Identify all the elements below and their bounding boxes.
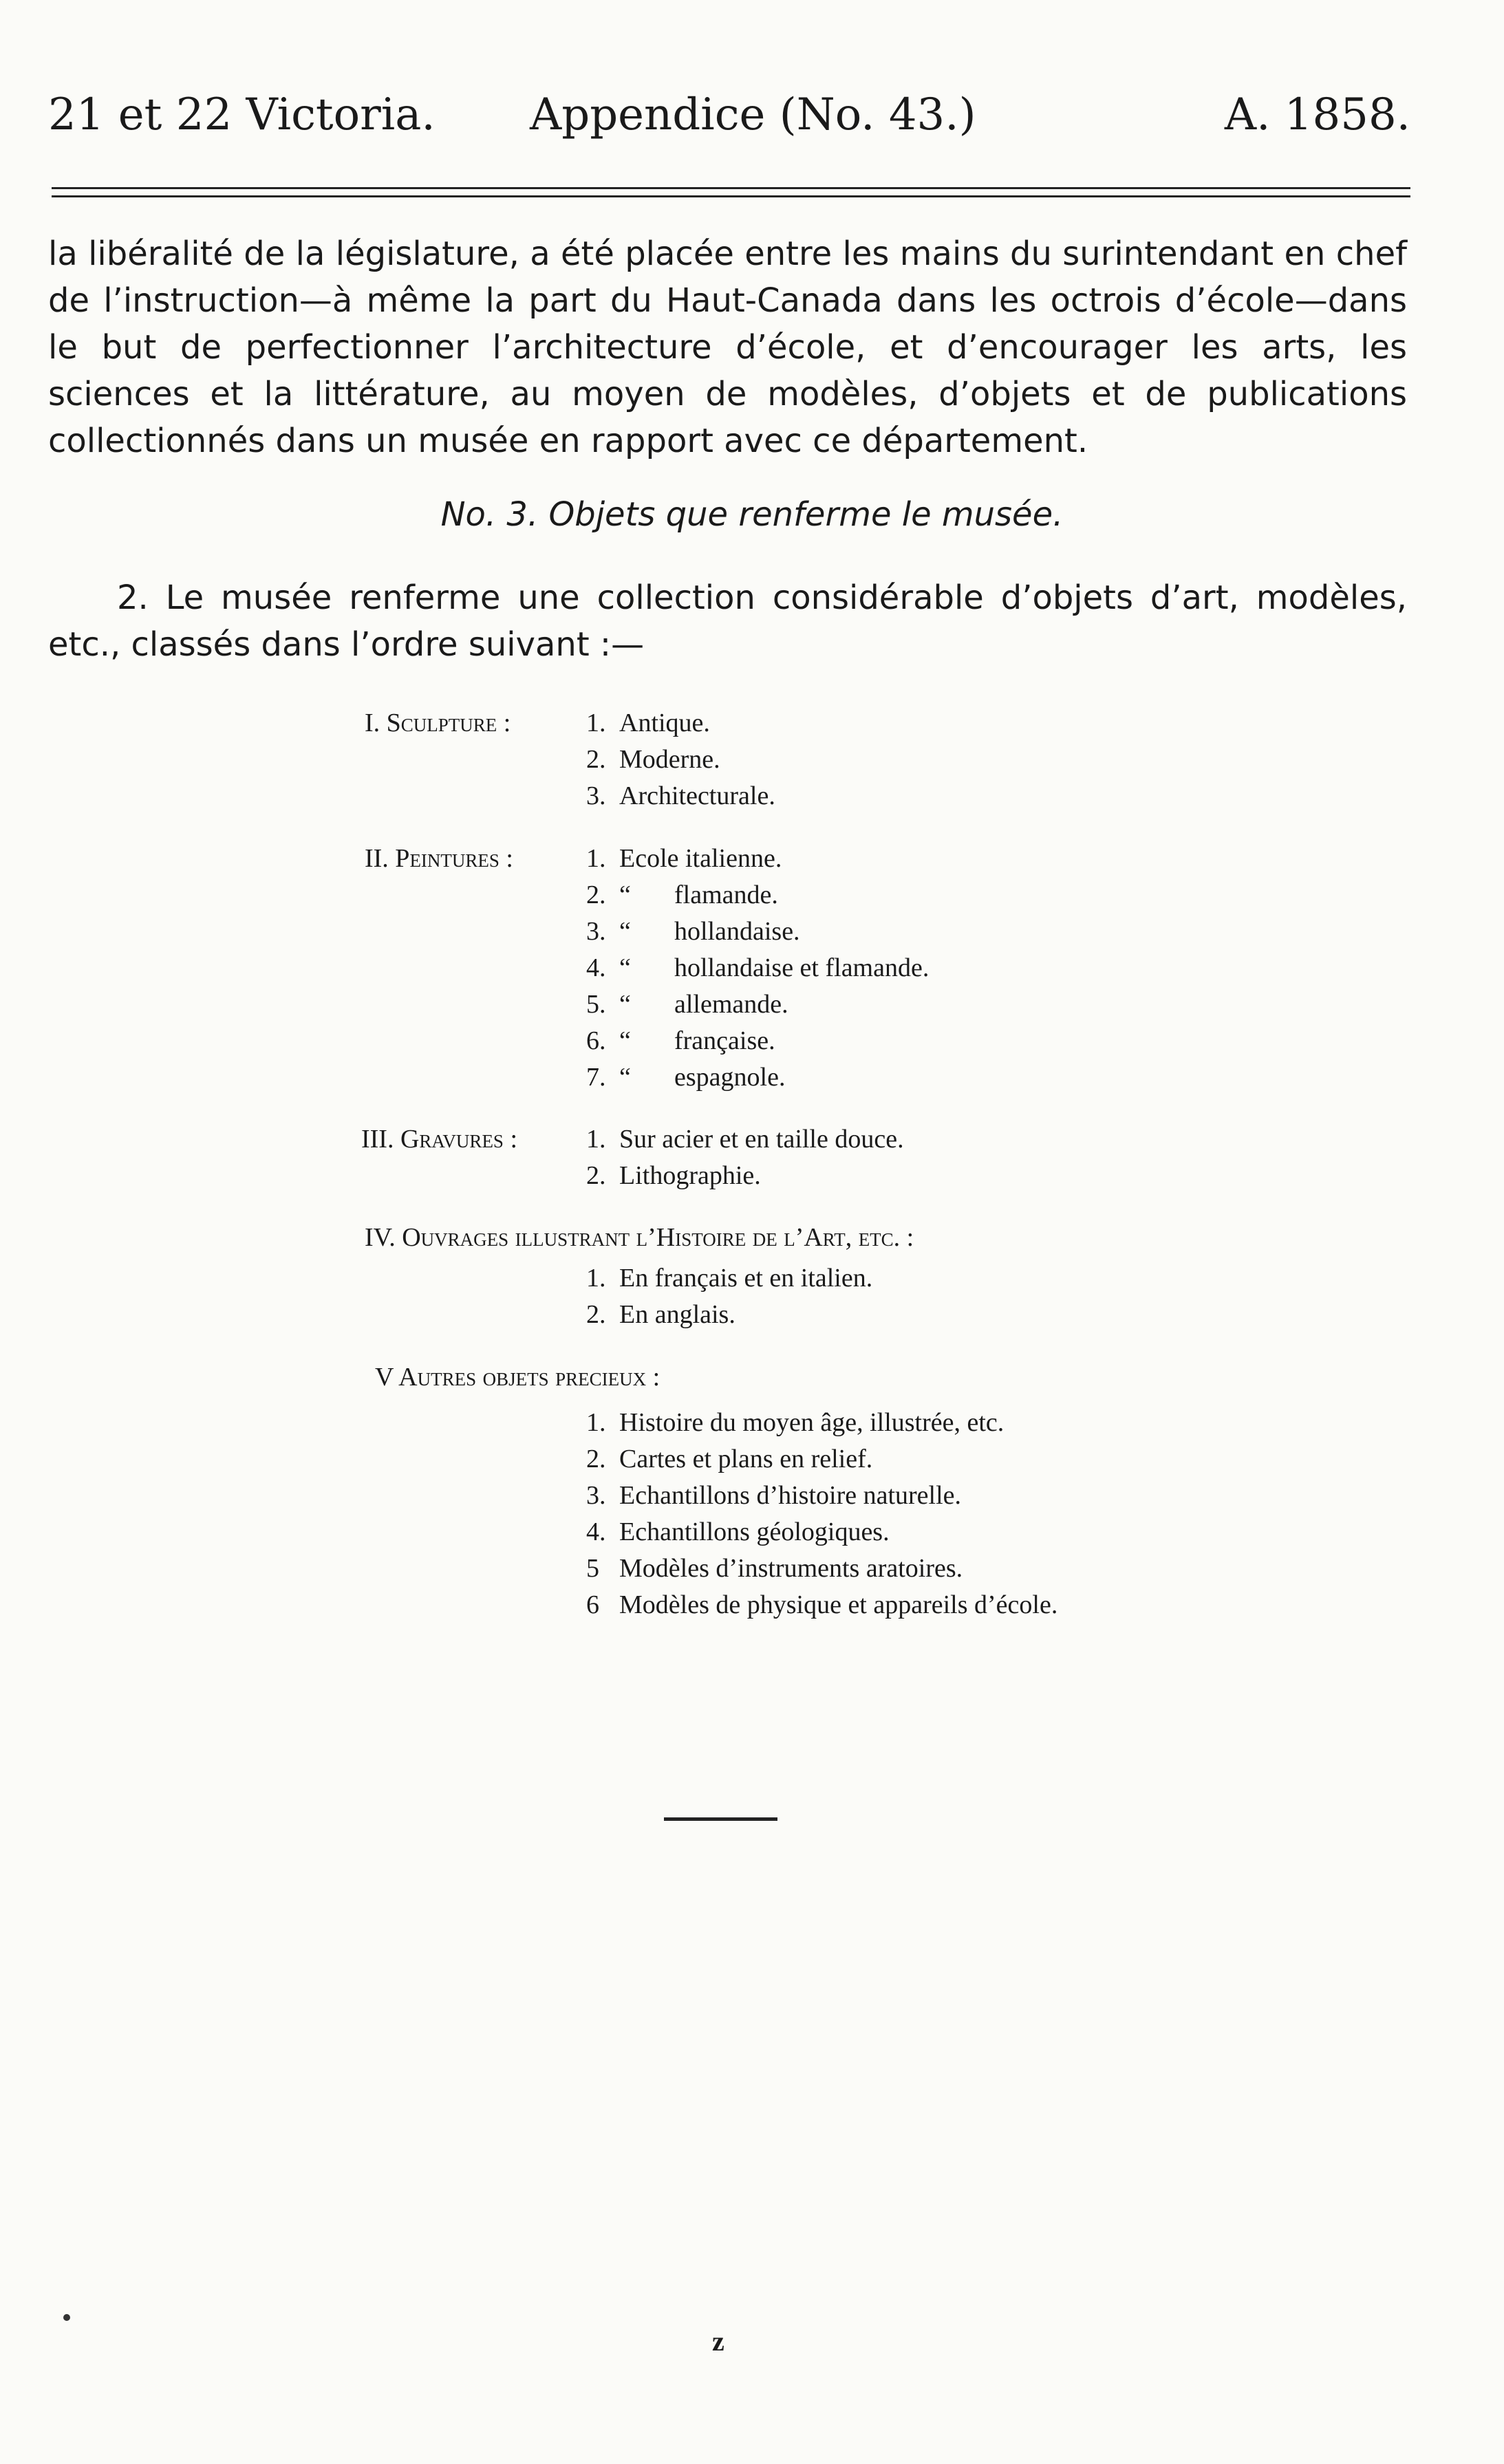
item-text: Architecturale. <box>619 781 775 810</box>
list-item <box>586 1441 872 1478</box>
item-number: 3. <box>586 1481 606 1510</box>
item-number: 2. <box>586 745 606 774</box>
ditto-mark: “ <box>619 1063 631 1092</box>
item-text: Antique. <box>619 709 710 737</box>
item-text: française. <box>674 1026 775 1055</box>
item-number: 4. <box>586 953 606 982</box>
list-item <box>586 1405 1004 1441</box>
ditto-mark: “ <box>619 1026 631 1055</box>
paragraph-2: 2. Le musée renferme une collection considérable d’objets d’art, modèles, etc., classés dans l’ordre suivant :— <box>48 579 1407 664</box>
list-item <box>586 778 775 814</box>
item-number: 1. <box>586 1125 606 1154</box>
item-text: Modèles de physique et appareils d’école. <box>619 1590 1058 1619</box>
section-heading: No. 3. Objets que renferme le musée. <box>440 495 1064 534</box>
header-appendix: Appendice (No. 43.) <box>530 89 976 140</box>
group-label-peintures: II. Peintures : <box>365 844 513 873</box>
list-item <box>586 950 929 986</box>
list-item <box>586 1023 775 1059</box>
list-item <box>586 1297 735 1333</box>
item-text: espagnole. <box>674 1063 786 1092</box>
group-label-ouvrages: IV. Ouvrages illustrant l’Histoire de l’Art, etc. : <box>365 1223 914 1252</box>
list-item <box>586 877 778 914</box>
closing-rule <box>664 1817 777 1821</box>
list-item <box>586 705 710 742</box>
list-item <box>586 841 782 877</box>
item-text: Modèles d’instruments aratoires. <box>619 1554 963 1583</box>
header-session: 21 et 22 Victoria. <box>48 89 436 140</box>
item-text: Moderne. <box>619 745 720 774</box>
item-number: 1. <box>586 1264 606 1293</box>
item-text: Cartes et plans en relief. <box>619 1445 873 1473</box>
list-item <box>586 914 800 950</box>
item-text: En français et en italien. <box>619 1264 873 1293</box>
item-number: 5. <box>586 990 606 1019</box>
ditto-mark: “ <box>619 953 631 982</box>
item-text: hollandaise et flamande. <box>674 953 930 982</box>
group-label-sculpture: I. Sculpture : <box>365 709 511 737</box>
item-number: 5 <box>586 1554 599 1583</box>
item-text: Echantillons d’histoire naturelle. <box>619 1481 962 1510</box>
list-item <box>586 1059 785 1096</box>
item-number: 1. <box>586 1408 606 1437</box>
list-item <box>586 1514 890 1550</box>
item-text: Sur acier et en taille douce. <box>619 1125 904 1154</box>
item-number: 6. <box>586 1026 606 1055</box>
item-text: hollandaise. <box>674 917 800 946</box>
signature-mark: z <box>712 2326 724 2357</box>
list-item <box>586 742 720 778</box>
item-number: 2. <box>586 1445 606 1473</box>
margin-dot <box>63 2314 70 2321</box>
item-number: 1. <box>586 709 606 737</box>
ditto-mark: “ <box>619 880 631 909</box>
item-number: 6 <box>586 1590 599 1619</box>
list-item <box>586 1587 1057 1623</box>
item-number: 1. <box>586 844 606 873</box>
item-text: Ecole italienne. <box>619 844 782 873</box>
header-year: A. 1858. <box>1224 89 1410 140</box>
list-item <box>586 986 788 1023</box>
item-number: 2. <box>586 1300 606 1329</box>
item-number: 3. <box>586 781 606 810</box>
list-item <box>586 1158 761 1194</box>
item-text: allemande. <box>674 990 788 1019</box>
item-text: Histoire du moyen âge, illustrée, etc. <box>619 1408 1005 1437</box>
item-number: 2. <box>586 880 606 909</box>
list-item <box>586 1260 872 1297</box>
group-label-autres: V Autres objets precieux : <box>375 1363 660 1392</box>
item-number: 7. <box>586 1063 606 1092</box>
intro-paragraph: la libéralité de la législature, a été placée entre les mains du surintendant en chef de l’instruction—à même la part du Haut-Canada dans les octrois d’école—dans le but de perfectionner l’architecture d’école, et d’encourager les arts, les sciences et la littérature, au moyen de modèles, d’objets et de publications collectionnés dans un musée en rapport avec ce département. <box>48 235 1407 460</box>
ditto-mark: “ <box>619 917 631 946</box>
item-text: Lithographie. <box>619 1161 761 1190</box>
item-text: En anglais. <box>619 1300 735 1329</box>
list-item <box>586 1550 963 1587</box>
item-number: 4. <box>586 1517 606 1546</box>
item-text: flamande. <box>674 880 778 909</box>
list-item <box>586 1478 961 1514</box>
group-label-gravures: III. Gravures : <box>361 1125 518 1154</box>
ditto-mark: “ <box>619 990 631 1019</box>
item-number: 3. <box>586 917 606 946</box>
list-item <box>586 1121 904 1158</box>
item-text: Echantillons géologiques. <box>619 1517 890 1546</box>
item-number: 2. <box>586 1161 606 1190</box>
